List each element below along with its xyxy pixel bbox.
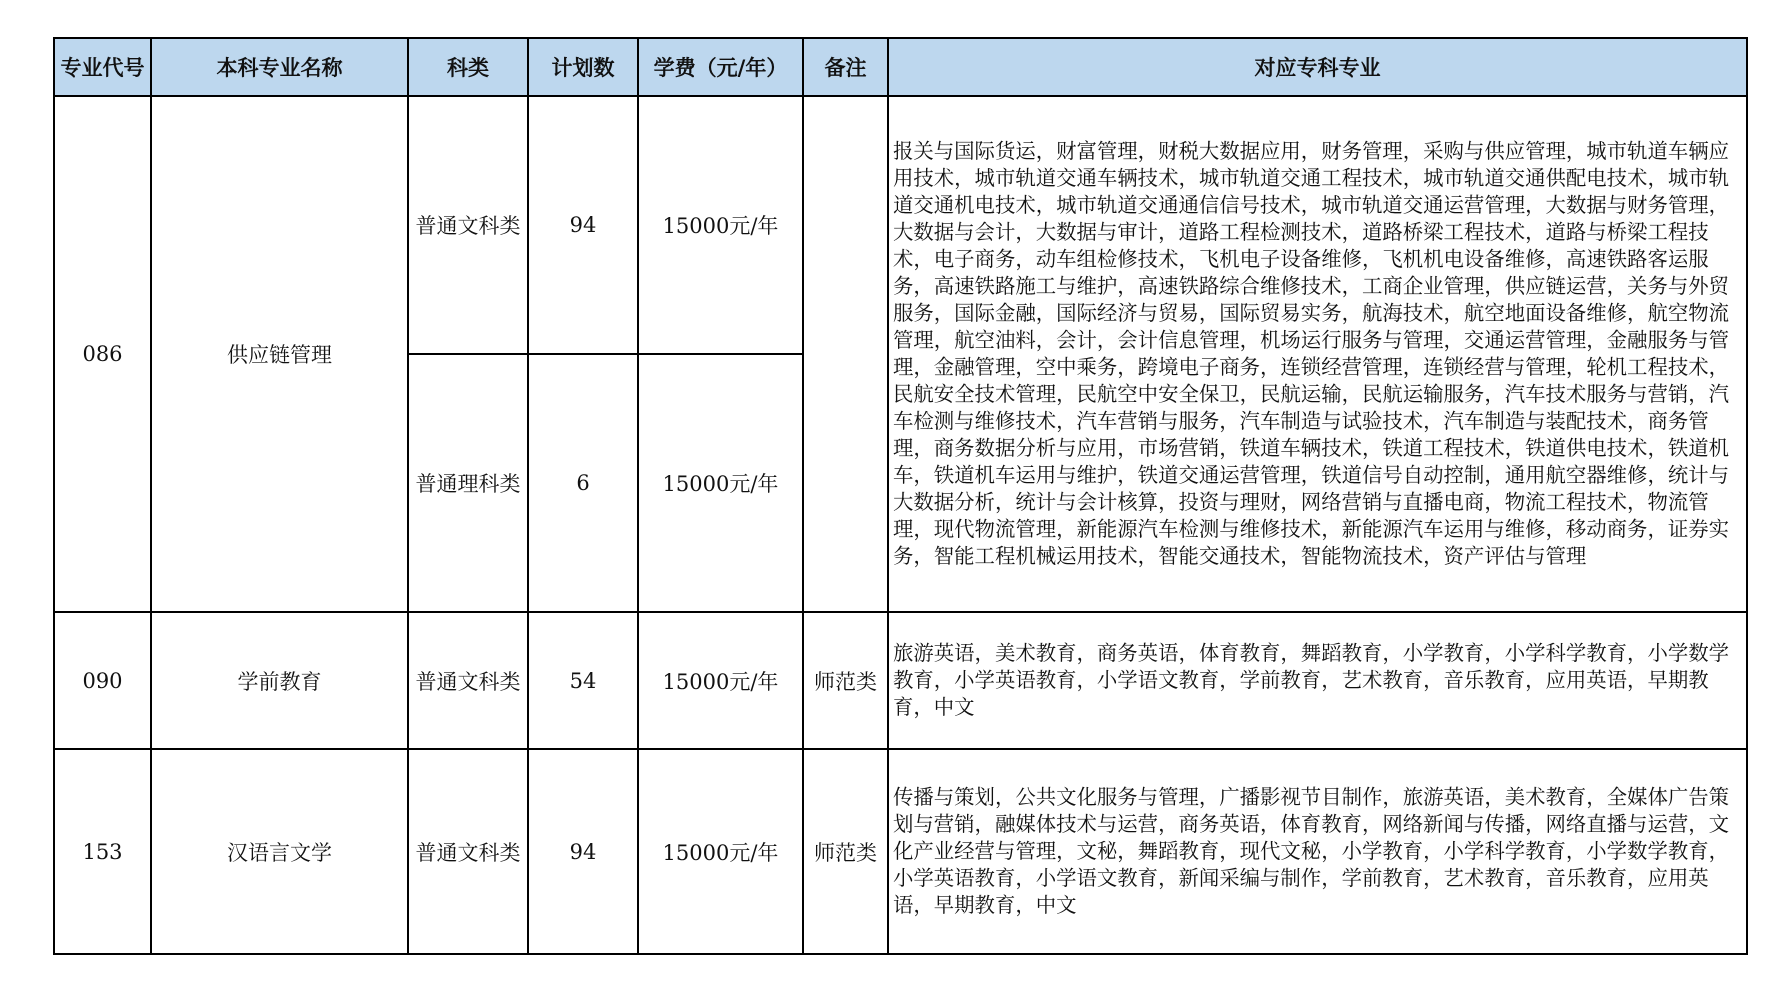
cell-note bbox=[803, 96, 888, 612]
header-fee: 学费（元/年） bbox=[638, 38, 803, 96]
cell-majors: 旅游英语，美术教育，商务英语，体育教育，舞蹈教育，小学教育，小学科学教育，小学数学教育，小学英语教育，小学语文教育，学前教育，艺术教育，音乐教育，应用英语，早期教育，中文 bbox=[888, 612, 1747, 749]
cell-major-name: 汉语言文学 bbox=[151, 749, 408, 954]
header-category: 科类 bbox=[408, 38, 528, 96]
cell-category: 普通文科类 bbox=[408, 749, 528, 954]
cell-code: 090 bbox=[54, 612, 151, 749]
cell-category: 普通文科类 bbox=[408, 612, 528, 749]
cell-fee: 15000元/年 bbox=[638, 96, 803, 354]
cell-category: 普通文科类 bbox=[408, 96, 528, 354]
header-majors: 对应专科专业 bbox=[888, 38, 1747, 96]
cell-code: 153 bbox=[54, 749, 151, 954]
cell-plan: 54 bbox=[528, 612, 638, 749]
table-row bbox=[54, 96, 1747, 354]
cell-note: 师范类 bbox=[803, 749, 888, 954]
cell-note: 师范类 bbox=[803, 612, 888, 749]
table-row bbox=[54, 612, 1747, 749]
cell-majors: 报关与国际货运，财富管理，财税大数据应用，财务管理，采购与供应管理，城市轨道车辆应用技术，城市轨道交通车辆技术，城市轨道交通工程技术，城市轨道交通供配电技术，城市轨道交通机电技术，城市轨道交通通信信号技术，城市轨道交通运营管理，大数据与财务管理，大数据与会计，大数据与审计，道路工程检测技术，道路桥梁工程技术，道路与桥梁工程技术，电子商务，动车组检修技术，飞机电子设备维修，飞机机电设备维修，高速铁路客运服务，高速铁路施工与维护，高速铁路综合维修技术，工商企业管理，供应链运营，关务与外贸服务，国际金融，国际经济与贸易，国际贸易实务，航海技术，航空地面设备维修，航空物流管理，航空油料，会计，会计信息管理，机场运行服务与管理，交通运营管理，金融服务与管理，金融管理，空中乘务，跨境电子商务，连锁经营管理，连锁经营与管理，轮机工程技术，民航安全技术管理，民航空中安全保卫，民航运输，民航运输服务，汽车技术服务与营销，汽车检测与维修技术，汽车营销与服务，汽车制造与试验技术，汽车制造与装配技术，商务管理，商务数据分析与应用，市场营销，铁道车辆技术，铁道工程技术，铁道供电技术，铁道机车，铁道机车运用与维护，铁道交通运营管理，铁道信号自动控制，通用航空器维修，统计与大数据分析，统计与会计核算，投资与理财，网络营销与直播电商，物流工程技术，物流管理，现代物流管理，新能源汽车检测与维修技术，新能源汽车运用与维修，移动商务，证券实务，智能工程机械运用技术，智能交通技术，智能物流技术，资产评估与管理 bbox=[888, 96, 1747, 612]
cell-fee: 15000元/年 bbox=[638, 612, 803, 749]
cell-code: 086 bbox=[54, 96, 151, 612]
cell-major-name: 供应链管理 bbox=[151, 96, 408, 612]
cell-majors: 传播与策划，公共文化服务与管理，广播影视节目制作，旅游英语，美术教育，全媒体广告策划与营销，融媒体技术与运营，商务英语，体育教育，网络新闻与传播，网络直播与运营，文化产业经营与管理，文秘，舞蹈教育，现代文秘，小学教育，小学科学教育，小学数学教育，小学英语教育，小学语文教育，新闻采编与制作，学前教育，艺术教育，音乐教育，应用英语，早期教育，中文 bbox=[888, 749, 1747, 954]
cell-plan: 94 bbox=[528, 749, 638, 954]
cell-plan: 94 bbox=[528, 96, 638, 354]
header-note: 备注 bbox=[803, 38, 888, 96]
enrollment-plan-table bbox=[53, 37, 1748, 955]
cell-fee: 15000元/年 bbox=[638, 749, 803, 954]
header-plan: 计划数 bbox=[528, 38, 638, 96]
cell-category: 普通理科类 bbox=[408, 354, 528, 612]
header-code: 专业代号 bbox=[54, 38, 151, 96]
table-row bbox=[54, 749, 1747, 954]
header-major-name: 本科专业名称 bbox=[151, 38, 408, 96]
cell-plan: 6 bbox=[528, 354, 638, 612]
cell-fee: 15000元/年 bbox=[638, 354, 803, 612]
header-row bbox=[54, 38, 1747, 96]
cell-major-name: 学前教育 bbox=[151, 612, 408, 749]
